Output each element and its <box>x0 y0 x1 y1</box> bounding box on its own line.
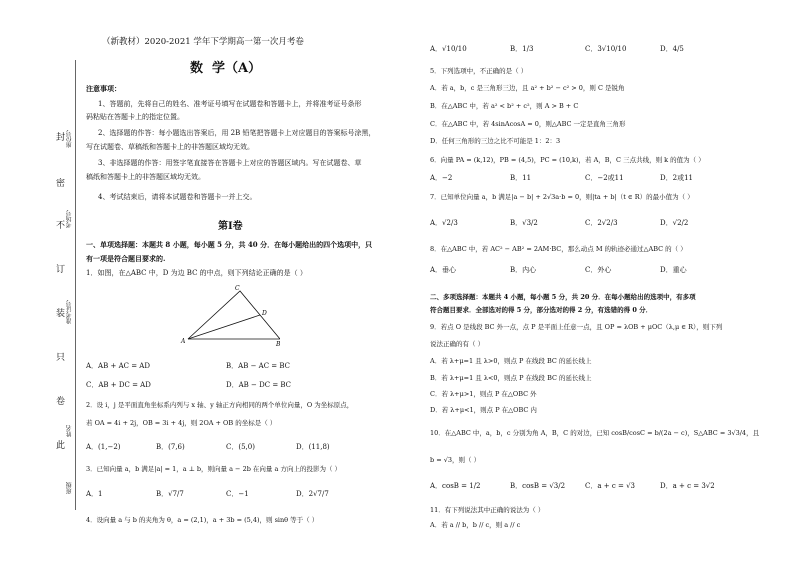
q3-option-c: C．−1 <box>226 490 249 498</box>
q4-option-d: D．4/5 <box>660 45 684 53</box>
q5-option-d: D．任何三角形的三边之比不可能是 1：2：3 <box>430 137 561 145</box>
q2-option-c: C．(5,0) <box>226 443 255 451</box>
q5-option-a: A．若 a，b，c 是三角形三边，且 a² + b² − c² > 0，则 C 是锐角 <box>430 84 625 92</box>
vertex-label-b: B <box>276 341 280 348</box>
question-3: 3．已知向量 a，b 满足|a| = 1，a ⊥ b，则向量 a − 2b 在向量 a 方向上的投影为（ ） <box>86 465 342 473</box>
subject-title: 数 学（A） <box>190 61 262 76</box>
question-10: b = √3，则（ ） <box>430 456 481 464</box>
q10-option-c: C．a + c = √3 <box>585 482 635 490</box>
triangle-figure <box>180 283 280 348</box>
seal-char: 密 <box>56 179 66 189</box>
notice-line: 4、考试结束后，请将本试题卷和答题卡一并上交。 <box>98 193 257 201</box>
q7-option-d: D．√2/2 <box>660 219 689 227</box>
question-11: 11．有下列说法其中正确的说法为（ ） <box>430 506 545 514</box>
q6-option-c: C．−2或11 <box>585 174 624 182</box>
vertex-label-c: C <box>235 285 240 292</box>
question-8: 8．在△ABC 中，若 AC² − AB² = 2AM·BC，那么动点 M 的轨迹必通过△ABC 的（ ） <box>430 245 687 253</box>
q10-option-b: B．cosB = √3/2 <box>510 482 566 490</box>
exam-title: （新教材）2020-2021 学年下学期高一第一次月考卷 <box>102 37 304 47</box>
seal-char: 封 <box>56 133 66 143</box>
section2-heading: 符合题目要求．全部选对的得 5 分，部分选对的得 2 分，有选错的得 0 分． <box>430 306 653 314</box>
field-seat-number: 座位号 <box>66 130 73 148</box>
q8-option-a: A．垂心 <box>430 266 457 274</box>
q3-option-a: A．1 <box>86 490 103 498</box>
question-10: 10．在△ABC 中，a，b，c 分别为角 A，B，C 的对边，已知 cosB/cosC = b/(2a − c)，S△ABC = 3√3/4，且 <box>430 429 760 437</box>
section1-heading: 有一项是符合题目要求的. <box>86 254 166 263</box>
q8-option-c: C．外心 <box>585 266 612 274</box>
q2-option-b: B．(7,6) <box>156 443 185 451</box>
q3-option-b: B．√7/7 <box>156 490 184 498</box>
question-6: 6．向量 PA = (k,12)，PB = (4,5)，PC = (10,k)，若 A，B，C 三点共线，则 k 的值为（ ） <box>430 156 705 164</box>
q1-option-d: D．AB − DC = BC <box>226 381 292 389</box>
q7-option-a: A．√2/3 <box>430 219 458 227</box>
q1-option-c: C．AB + DC = AD <box>86 381 151 389</box>
q10-option-d: D．a + c = 3√2 <box>660 482 715 490</box>
field-class: 班级 <box>66 482 73 494</box>
q1-option-a: A．AB + AC = AD <box>86 362 150 370</box>
binding-sidebar <box>0 0 78 562</box>
field-admission-number: 准考证号 <box>66 300 73 324</box>
q5-option-c: C．在△ABC 中，若 4sinAcosA = 0，则△ABC 一定是直角三角形 <box>430 120 626 128</box>
notice-heading: 注意事项： <box>86 84 121 93</box>
field-name: 姓名 <box>66 425 73 437</box>
seal-char: 不 <box>56 221 66 231</box>
q2-option-a: A．(1,−2) <box>86 443 121 451</box>
question-1: 1．如图，在△ABC 中，D 为边 BC 的中点，则下列结论正确的是（ ） <box>86 269 307 277</box>
section1-heading: 一、单项选择题：本题共 8 小题，每小题 5 分，共 40 分．在每小题给出的四个选项中，只 <box>86 240 373 249</box>
q6-option-d: D．2或11 <box>660 174 693 182</box>
binding-line <box>75 60 76 510</box>
q6-option-a: A．−2 <box>430 174 453 182</box>
seal-char: 订 <box>56 265 66 275</box>
q7-option-c: C．2√2/3 <box>585 219 618 227</box>
q8-option-d: D．重心 <box>660 266 687 274</box>
q11-option-a: A．若 a // b，b // c，则 a // c <box>430 521 521 529</box>
notice-line: 2、选择题的作答：每小题选出答案后，用 2B 铅笔把答题卡上对应题目的答案标号涂黑， <box>98 129 376 137</box>
q9-option-a: A．若 λ+μ=1 且 λ>0，则点 P 在线段 BC 的延长线上 <box>430 357 592 365</box>
q9-option-d: D．若 λ+μ<1，则点 P 在△OBC 内 <box>430 406 537 414</box>
notice-line: 3、非选择题的作答：用签字笔直接答在答题卡上对应的答题区域内。写在试题卷、草 <box>98 159 362 167</box>
q6-option-b: B．11 <box>510 174 532 182</box>
question-4: 4．设向量 a 与 b 的夹角为 θ，a = (2,1)，a + 3b = (5,4)，则 sinθ 等于（ ） <box>86 516 319 524</box>
question-7: 7．已知单位向量 a，b 满足|a − b| + 2√3a·b = 0，则|ta + b|（t ∈ R）的最小值为（ ） <box>430 193 694 201</box>
notice-line: 1、答题前，先将自己的姓名、准考证号填写在试题卷和答题卡上，并将准考证号条形 <box>98 100 362 108</box>
seal-char: 装 <box>56 309 66 319</box>
section2-heading: 二、多项选择题：本题共 4 小题，每小题 5 分，共 20 分．在每小题给出的选项中，有多项 <box>430 293 696 301</box>
question-2: 2．设 i，j 是平面直角坐标系内列与 x 轴、y 轴正方向相同的两个单位向量，O 为坐标原点， <box>86 401 354 409</box>
seal-char: 此 <box>56 441 66 451</box>
q10-option-a: A．cosB = 1/2 <box>430 482 481 490</box>
seal-char: 只 <box>56 353 66 363</box>
question-9: 9．若点 O 是线段 BC 外一点，点 P 是平面上任意一点，且 OP = λOB + μOC（λ,μ ∈ R），则下列 <box>430 323 723 331</box>
q4-option-b: B．1/3 <box>510 45 534 53</box>
q8-option-b: B．内心 <box>510 266 537 274</box>
q9-option-c: C．若 λ+μ>1，则点 P 在△OBC 外 <box>430 390 537 398</box>
q3-option-d: D．2√7/7 <box>296 490 329 498</box>
q1-option-b: B．AB − AC = BC <box>226 362 291 370</box>
notice-line: 码粘贴在答题卡上的指定位置。 <box>86 113 184 121</box>
question-9: 说法正确的有（ ） <box>430 340 485 348</box>
notice-line: 写在试题卷、草稿纸和答题卡上的非答题区域均无效。 <box>86 143 254 151</box>
vertex-label-d: D <box>262 310 267 317</box>
q9-option-b: B．若 λ+μ=1 且 λ<0，则点 P 在线段 BC 的延长线上 <box>430 374 592 382</box>
q7-option-b: B．√3/2 <box>510 219 538 227</box>
notice-line: 稿纸和答题卡上的非答题区域均无效。 <box>86 173 205 181</box>
question-2: 若 OA = 4i + 2j，OB = 3i + 4j，则 2OA + OB 的坐标是（ ） <box>86 419 277 427</box>
q2-option-d: D．(11,8) <box>296 443 330 451</box>
q4-option-a: A．√10/10 <box>430 45 467 53</box>
q5-option-b: B．在△ABC 中，若 a² < b² + c²，则 A > B + C <box>430 102 579 110</box>
part-heading: 第Ⅰ卷 <box>218 221 243 232</box>
field-exam-room: 考场号 <box>66 210 73 228</box>
vertex-label-a: A <box>181 338 186 345</box>
seal-char: 卷 <box>56 397 66 407</box>
question-5: 5．下列选项中，不正确的是（ ） <box>430 67 528 75</box>
q4-option-c: C．3√10/10 <box>585 45 627 53</box>
